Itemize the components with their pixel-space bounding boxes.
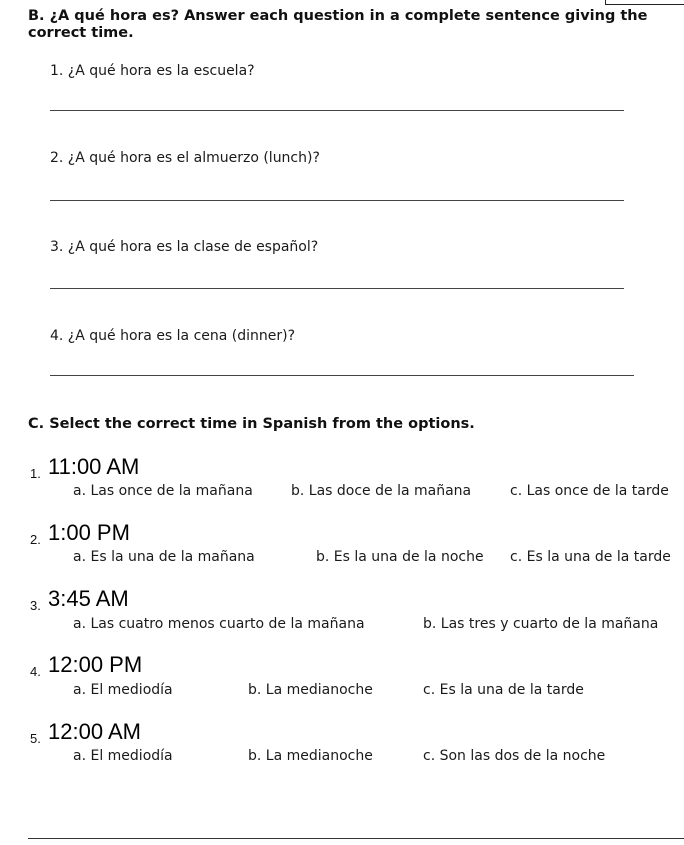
item-number: 5. [30,731,41,746]
item-time: 11:00 AM [48,454,140,479]
option-b[interactable]: b. Las tres y cuarto de la mañana [423,616,659,632]
question-2: 2. ¿A qué hora es el almuerzo (lunch)? [50,150,320,166]
option-a[interactable]: a. Las cuatro menos cuarto de la mañana [73,616,365,632]
corner-box [605,0,684,5]
item-number: 2. [30,532,41,547]
option-a[interactable]: a. El mediodía [73,682,173,698]
option-b[interactable]: b. La medianoche [248,682,373,698]
item-time: 3:45 AM [48,586,129,611]
item-time: 1:00 PM [48,520,130,545]
item-number: 1. [30,466,41,481]
question-3: 3. ¿A qué hora es la clase de español? [50,239,319,255]
answer-line-3[interactable] [50,288,624,289]
option-b[interactable]: b. La medianoche [248,748,373,764]
footer-divider [28,838,684,839]
question-4: 4. ¿A qué hora es la cena (dinner)? [50,328,296,344]
section-c-title: C. Select the correct time in Spanish from the options. [28,416,475,432]
option-c[interactable]: c. Es la una de la tarde [423,682,584,698]
question-1: 1. ¿A qué hora es la escuela? [50,63,255,79]
option-c[interactable]: c. Las once de la tarde [510,483,669,499]
option-c[interactable]: c. Es la una de la tarde [510,549,671,565]
section-b-title: B. ¿A qué hora es? Answer each question in a complete sentence giving the correct time. [28,8,648,41]
option-c[interactable]: c. Son las dos de la noche [423,748,606,764]
answer-line-1[interactable] [50,110,624,111]
option-a[interactable]: a. El mediodía [73,748,173,764]
item-time: 12:00 PM [48,652,143,677]
option-a[interactable]: a. Es la una de la mañana [73,549,255,565]
option-b[interactable]: b. Las doce de la mañana [291,483,472,499]
option-a[interactable]: a. Las once de la mañana [73,483,253,499]
item-time: 12:00 AM [48,719,141,744]
item-number: 3. [30,598,41,613]
option-b[interactable]: b. Es la una de la noche [316,549,484,565]
item-number: 4. [30,664,41,679]
answer-line-2[interactable] [50,200,624,201]
answer-line-4[interactable] [50,375,634,376]
